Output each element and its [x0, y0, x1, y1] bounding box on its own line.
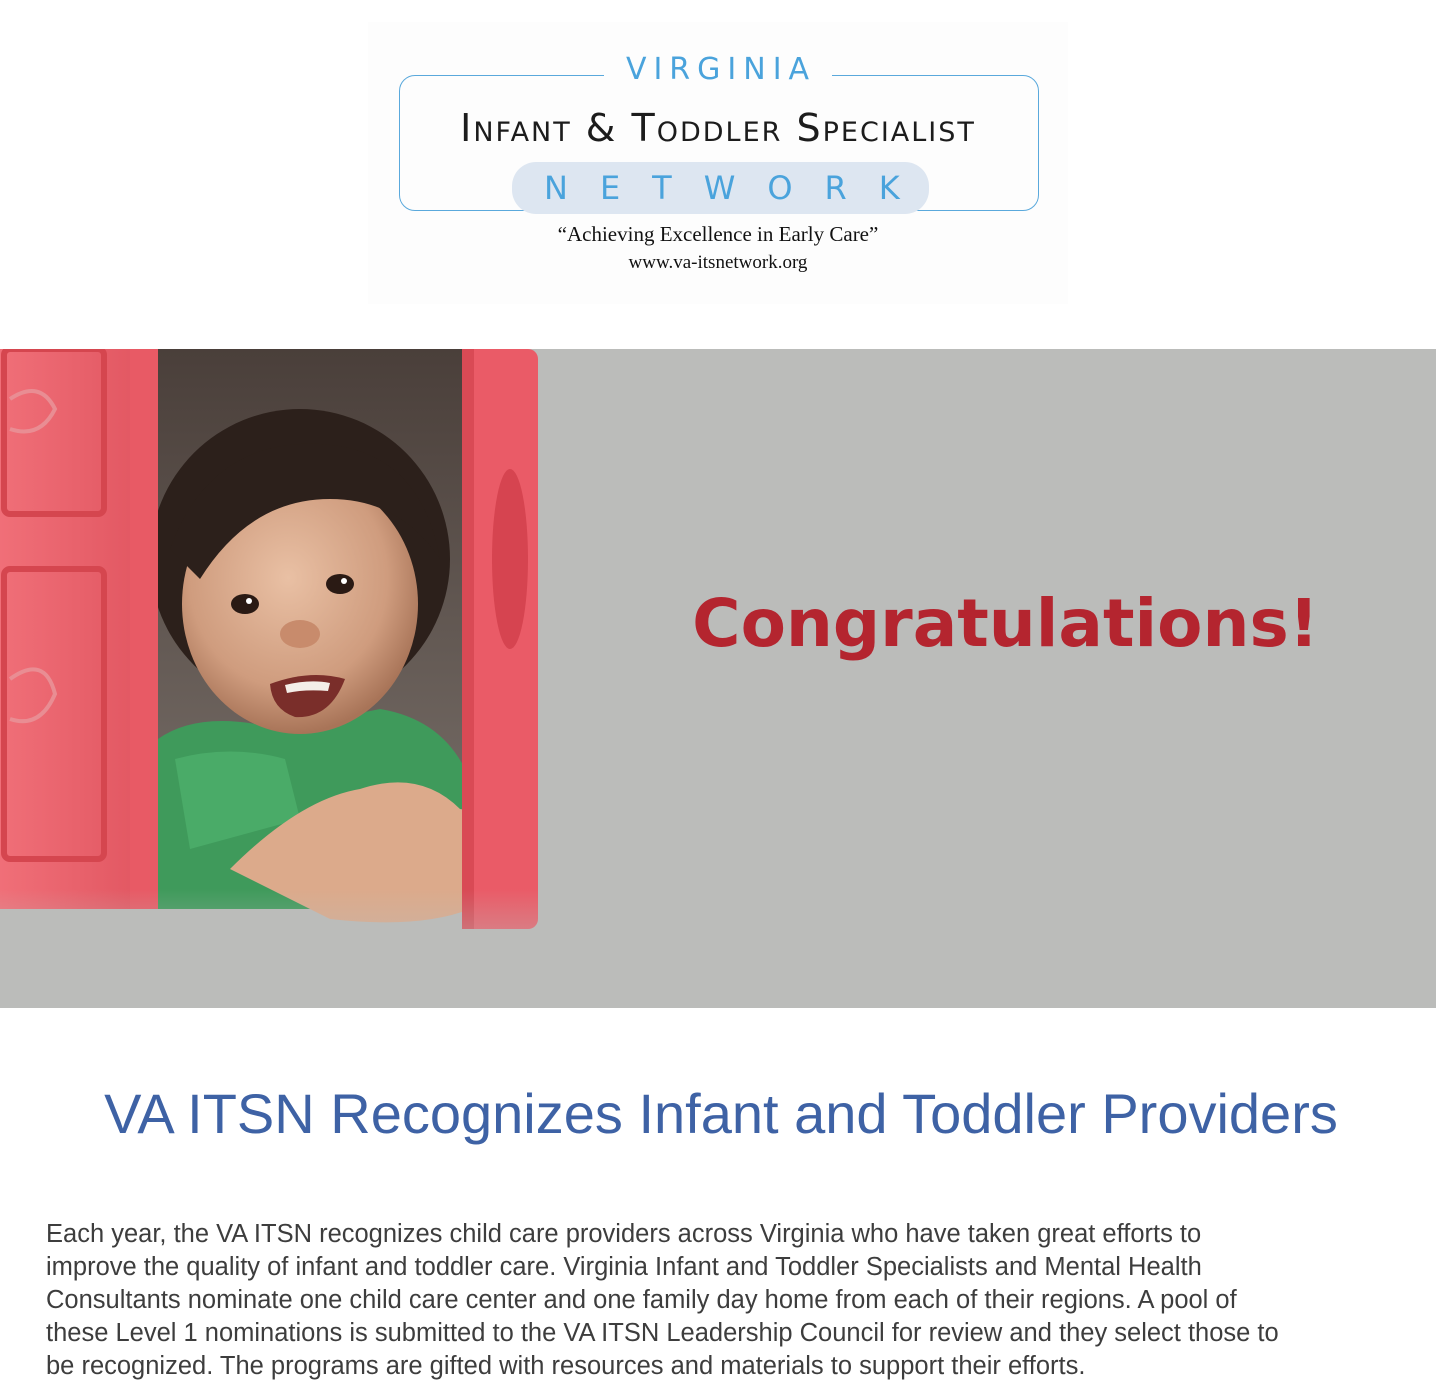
logo-tagline: “Achieving Excellence in Early Care”: [557, 222, 879, 246]
paragraph-line: Consultants nominate one child care center and one family day home from each of their regions. A pool of: [46, 1286, 1237, 1314]
paragraph-line: Each year, the VA ITSN recognizes child care providers across Virginia who have taken great efforts to: [46, 1220, 1202, 1248]
paragraph-line: be recognized. The programs are gifted with resources and materials to support their efforts.: [46, 1352, 1086, 1380]
intro-paragraph: [46, 1218, 1416, 1383]
logo-url: www.va-itsnetwork.org: [628, 252, 808, 273]
congratulations-banner: [0, 349, 1436, 1008]
paragraph-line: improve the quality of infant and toddler care. Virginia Infant and Toddler Specialists and Mental Health: [46, 1253, 1202, 1281]
baby-photo: [0, 349, 545, 1008]
logo-main-text: Infant & Toddler Specialist: [460, 106, 976, 150]
paragraph-line: these Level 1 nominations is submitted to the VA ITSN Leadership Council for review and they select those to: [46, 1319, 1279, 1347]
logo-network-text: NETWORK: [512, 162, 929, 214]
itsn-logo: [368, 22, 1068, 304]
page-headline: VA ITSN Recognizes Infant and Toddler Providers: [104, 1082, 1338, 1145]
logo-virginia-text: VIRGINIA: [368, 52, 1068, 87]
congratulations-text: Congratulations!: [692, 585, 1319, 662]
